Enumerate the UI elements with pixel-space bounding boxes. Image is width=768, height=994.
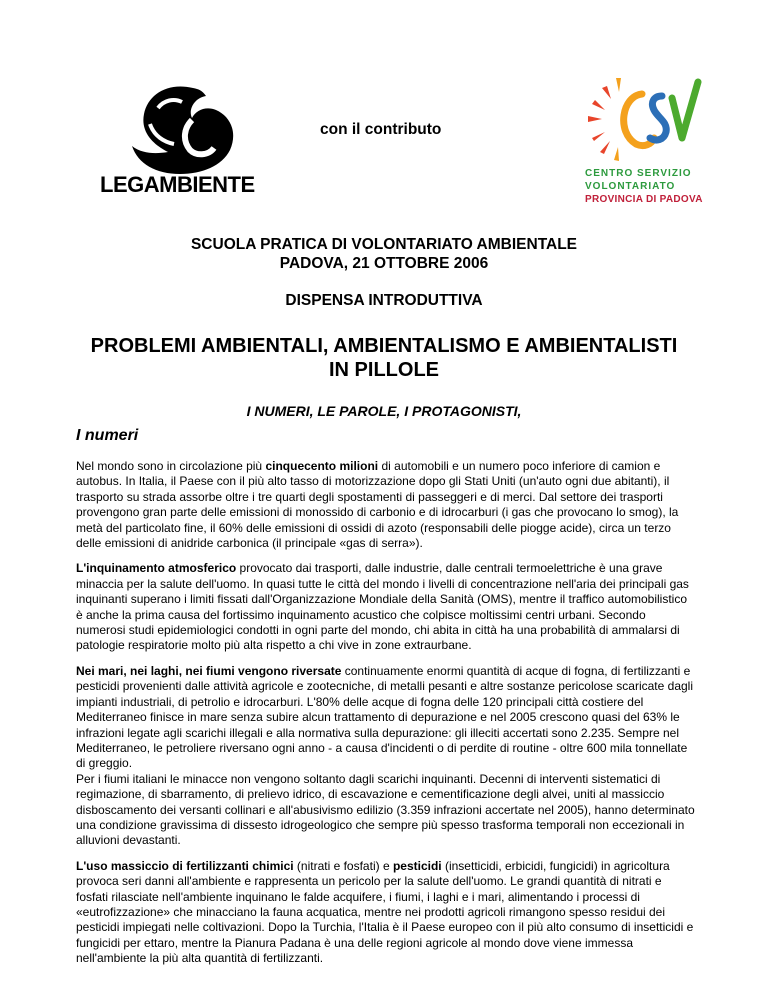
p2-text: provocato dai trasporti, dalle industrie, dalle centrali termoelettriche è una grave minaccia per la salute dell'uomo. In quasi tutte le città del mondo i livelli di concentrazione nell'aria dei principali gas inquinanti superano i limiti fissati dall'Organizzazione Mondiale della Sanità (OMS), mentre il traffico automobilistico è anche la prima causa del fortissimo inquinamento acustico che colpisce moltissimi centri urbani. Secondo numerosi studi epidemiologici condotti in ogni parte del mondo, chi abita in città ha una probabilità di ammalarsi di patologie respiratorie molto più alta rispetto a chi vive in zone extraurbane.	[76, 561, 689, 653]
body-text	[76, 459, 696, 977]
dispensa-title: DISPENSA INTRODUTTIVA	[285, 292, 483, 309]
sun-csv-icon	[580, 72, 710, 167]
subtitle: I NUMERI, LE PAROLE, I PROTAGONISTI,	[246, 403, 522, 419]
csv-logo-text	[585, 167, 703, 206]
main-title	[60, 334, 708, 382]
csv-line-2: VOLONTARIATO	[585, 181, 676, 192]
p4-text-1: (nitrati e fosfati) e	[293, 858, 393, 873]
school-title-line-2: PADOVA, 21 OTTOBRE 2006	[279, 255, 489, 272]
p4-bold-1: L'uso massiccio di fertilizzanti chimici	[76, 858, 294, 873]
paragraph-1	[76, 459, 696, 551]
paragraph-2	[76, 561, 696, 653]
school-title	[60, 235, 708, 273]
swan-icon	[98, 80, 266, 198]
main-title-line-1: PROBLEMI AMBIENTALI, AMBIENTALISMO E AMBIENTALISTI	[90, 335, 678, 357]
school-title-line-1: SCUOLA PRATICA DI VOLONTARIATO AMBIENTALE	[190, 236, 578, 253]
p1-text-c: di automobili e un numero poco inferiore di camion e autobus. In Italia, il Paese con il più alto tasso di motorizzazione dopo gli Stati Uniti (un'auto ogni due abitanti), il trasporto su strada assorbe oltre i tre quarti degli spostamenti di passeggeri e di merci. Dal settore dei trasporti provengono gran parte delle emissioni di monossido di carbonio e di idrocarburi (i gas che provocano lo smog), la metà del particolato fine, il 60% delle emissioni di ossidi di azoto (responsabili delle piogge acide), circa un terzo delle emissioni di anidride carbonica (il principale «gas di serra»).	[76, 459, 679, 551]
p3-bold: Nei mari, nei laghi, nei fiumi vengono riversate	[76, 663, 342, 678]
p4-bold-2: pesticidi	[392, 858, 442, 873]
legambiente-logo	[98, 80, 266, 198]
paragraph-4	[76, 859, 696, 967]
main-title-line-2: IN PILLOLE	[329, 359, 439, 381]
p2-bold: L'inquinamento atmosferico	[76, 561, 237, 576]
csv-line-1: CENTRO SERVIZIO	[585, 168, 692, 179]
p4-text-2: (insetticidi, erbicidi, fungicidi) in agricoltura provoca seri danni all'ambiente e rappresenta un pericolo per la salute dell'uomo. Le grandi quantità di nitrati e fosfati rilasciate nell'ambiente inquinano le falde acquifere, i fiumi, i laghi e i mari, alimentando i processi di «eutrofizzazione» che minacciano la fauna acquatica, mentre nei prodotti agricoli rimangono spesso residui dei pesticidi impiegati nelle coltivazioni. Dopo la Turchia, l'Italia è il Paese europeo con il più alto consumo di insetticidi e fungicidi per ettaro, mentre la Pianura Padana è una delle regioni agricole al mondo dove viene immessa nell'ambiente la più alta quantità di fertilizzanti.	[76, 858, 694, 966]
section-title: I numeri	[76, 427, 139, 444]
paragraph-3	[76, 664, 696, 849]
contribution-label: con il contributo	[320, 121, 442, 138]
csv-line-3: PROVINCIA DI PADOVA	[585, 194, 703, 205]
page-header	[0, 0, 768, 215]
p1-text-a: Nel mondo sono in circolazione più	[76, 459, 266, 473]
p1-bold: cinquecento milioni	[265, 459, 379, 473]
p3-text-2: Per i fiumi italiani le minacce non vengono soltanto dagli scarichi inquinanti. Decenni di interventi sistematici di regimazione, di sbarramento, di prelievo idrico, di escavazione e cementificazione degli alvei, uniti al massiccio disboscamento dei versanti collinari e all'abusivismo edilizio (3.359 infrazioni accertate nel 2005), hanno determinato una condizione gravissima di dissesto idrogeologico che sempre più spesso trasforma temporali non eccezionali in alluvioni devastanti.	[76, 771, 695, 848]
legambiente-wordmark: LEGAMBIENTE	[100, 172, 255, 197]
p3-text: continuamente enormi quantità di acque di fogna, di fertilizzanti e pesticidi provenienti dalle attività agricole e zootecniche, di metalli pesanti e altre sostanze pericolose scaricate dagli impianti industriali, di petrolio e idrocarburi. L'80% delle acque di fogna delle 120 principali città costiere del Mediterraneo finisce in mare senza subire alcun trattamento di depurazione e nel 2005 crescono quasi del 63% le infrazioni legate agli scarichi illegali e alla normativa sulla depurazione: gli illeciti accertati sono 2.235. Sempre nel Mediterraneo, le petroliere riversano ogni anno - a causa d'incidenti o di perdite di routine - oltre 600 mila tonnellate di greggio.	[76, 663, 694, 771]
